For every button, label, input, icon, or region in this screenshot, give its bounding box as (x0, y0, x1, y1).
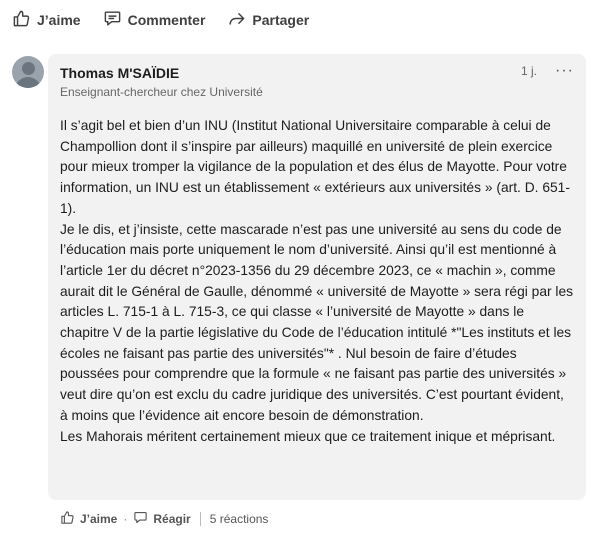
reply-icon (133, 510, 148, 528)
comment-like-label: J’aime (80, 512, 118, 526)
comment-like-button[interactable] (60, 510, 117, 528)
separator-line (200, 512, 201, 526)
comment-label: Commenter (127, 12, 206, 28)
share-label: Partager (252, 12, 310, 28)
comment-footer (60, 510, 268, 528)
comment-body (60, 116, 574, 447)
reply-label: Réagir (153, 512, 191, 526)
comment-timestamp: 1 j. (521, 64, 538, 78)
share-arrow-icon (227, 9, 246, 31)
comment-card (48, 54, 586, 500)
avatar-body-shape (15, 77, 41, 88)
reactions-count[interactable]: 5 réactions (209, 512, 269, 526)
comment-meta (521, 64, 574, 78)
comment-paragraph: Je le dis, et j’insiste, cette mascarade n’est pas une université au sens du code de l’éducation mais porte uniquement le nom d’université. Ainsi qu’il est mentionné à l’article 1er du décret n°2023-1356 du 29 décembre 2023, ce « machin », comme aurait dit le Général de Gaulle, dénommé « université de Mayotte » sera régi par les articles L. 715-1 à L. 715-3, ce qui classe « l’université de Mayotte » dans le chapitre V de la partie législative du Code de l’éducation intitulé *"Les instituts et les écoles ne faisant pas partie des universités"* . Nul besoin de faire d’études poussées pour comprendre que la formule « ne faisant pas partie des universités » veut dire qu’on est exclu du cadre juridique des universités. C’est pourtant évident, à moins que l’évidence ait encore besoin de démonstration. (60, 221, 574, 423)
thumbs-up-icon (60, 510, 75, 528)
comment-icon (103, 9, 122, 31)
share-button[interactable] (227, 9, 309, 31)
thumbs-up-icon (12, 9, 31, 31)
like-button[interactable] (12, 9, 81, 31)
more-options-icon[interactable]: ··· (555, 62, 574, 79)
author-name[interactable]: Thomas M'SAÏDIE (60, 65, 180, 81)
author-headline: Enseignant-chercheur chez Université (60, 85, 263, 99)
avatar[interactable] (12, 56, 44, 88)
comment-paragraph: Il s’agit bel et bien d’un INU (Institut National Universitaire comparable à celui de Champollion dont il s’inspire par ailleurs) maquillé en université de plein exercice pour mieux tromper la vigilance de la population et des élus de Mayotte. Pour votre information, un INU est un établissement « extérieurs aux universités » (art. D. 651-1). (60, 118, 570, 216)
comment-paragraph: Les Mahorais méritent certainement mieux que ce traitement inique et méprisant. (60, 428, 556, 444)
separator-dot: · (123, 512, 128, 526)
avatar-head-shape (22, 62, 35, 75)
reply-button[interactable] (133, 510, 190, 528)
like-label: J’aime (37, 12, 81, 28)
comment-button[interactable] (103, 9, 206, 31)
post-action-bar (0, 0, 600, 40)
